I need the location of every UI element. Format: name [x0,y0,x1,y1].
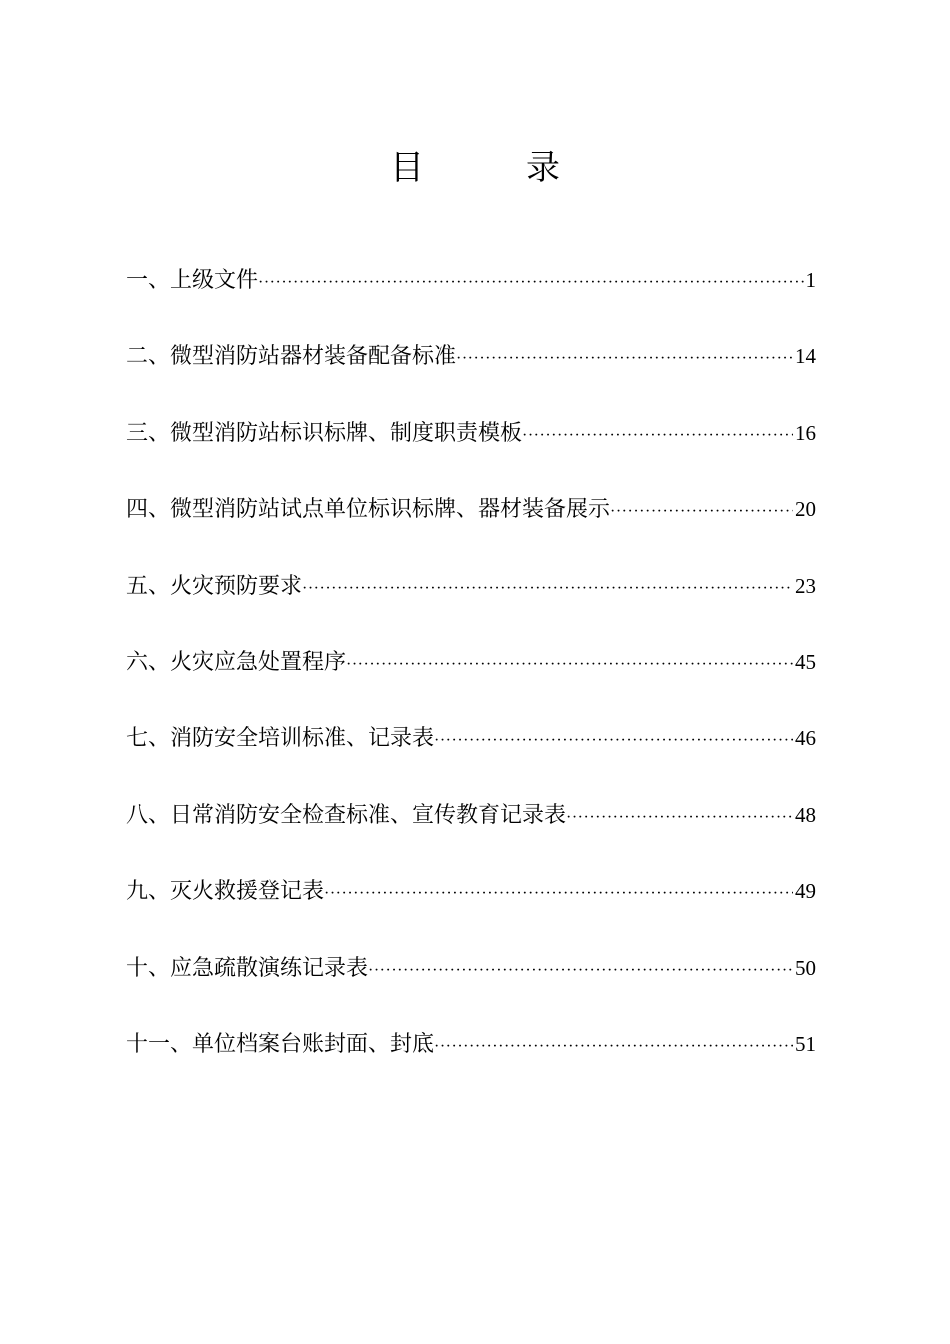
toc-leader-dots [456,337,793,381]
toc-entry-3 [126,411,816,487]
toc-entry-9 [126,869,816,945]
toc-leader-dots [302,567,793,611]
toc-leader-dots [522,414,793,458]
table-of-contents [126,258,816,1098]
toc-leader-dots [346,643,793,687]
toc-entry-11 [126,1022,816,1098]
toc-entry-6 [126,640,816,716]
toc-entry-1 [126,258,816,334]
toc-leader-dots [368,949,793,993]
toc-leader-dots [434,1025,793,1069]
toc-leader-dots [258,261,803,305]
toc-entry-page: 45 [795,649,816,674]
toc-entry-label: 三、微型消防站标识标牌、制度职责模板 [126,420,523,446]
toc-leader-dots [434,719,793,763]
toc-entry-page: 50 [795,955,816,980]
toc-entry-5 [126,564,816,640]
toc-entry-label: 九、灭火救援登记表 [126,879,325,905]
toc-entry-page: 20 [795,497,816,522]
toc-entry-label: 五、火灾预防要求 [126,573,303,599]
toc-entry-label: 二、微型消防站器材装备配备标准 [126,344,457,370]
toc-entry-7 [126,716,816,792]
toc-entry-label: 七、消防安全培训标准、记录表 [126,726,435,752]
toc-entry-label: 十一、单位档案台账封面、封底 [126,1031,435,1057]
toc-entry-page: 16 [795,420,816,445]
toc-entry-label: 六、火灾应急处置程序 [126,649,347,675]
toc-entry-label: 一、上级文件 [126,268,259,293]
toc-entry-2 [126,334,816,410]
toc-leader-dots [566,796,793,840]
page-title: 目 录 [390,148,594,188]
toc-entry-label: 四、微型消防站试点单位标识标牌、器材装备展示 [126,497,611,523]
toc-entry-4 [126,487,816,563]
toc-entry-10 [126,946,816,1022]
toc-entry-label: 八、日常消防安全检查标准、宣传教育记录表 [126,802,567,828]
toc-entry-page: 46 [795,726,816,751]
toc-entry-page: 14 [795,344,816,369]
toc-leader-dots [610,490,793,534]
toc-entry-page: 49 [795,879,816,904]
toc-entry-page: 51 [795,1031,816,1056]
toc-entry-page: 23 [795,573,816,598]
toc-entry-page: 1 [805,268,816,292]
toc-entry-page: 48 [795,802,816,827]
toc-entry-8 [126,793,816,869]
toc-entry-label: 十、应急疏散演练记录表 [126,955,369,981]
toc-leader-dots [324,872,793,916]
